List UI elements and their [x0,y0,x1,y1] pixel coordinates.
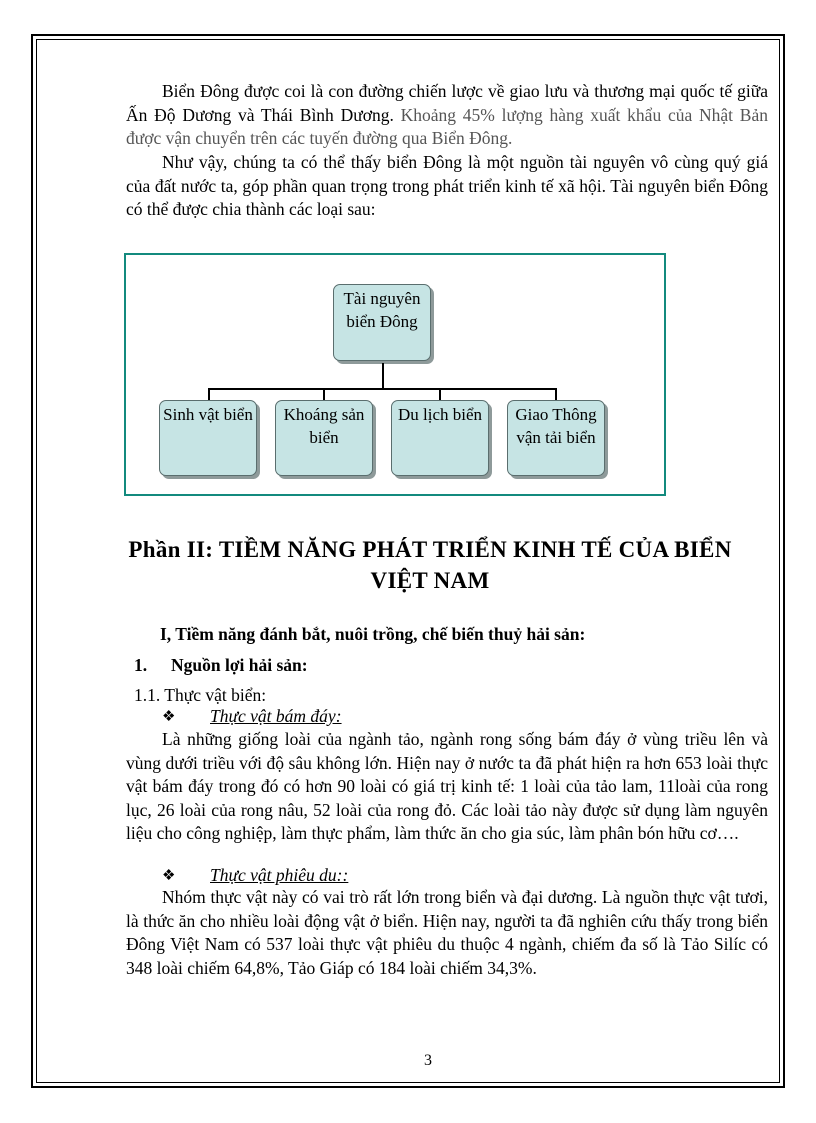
paragraph-1 [126,80,768,151]
connector-drop-4 [555,388,557,400]
bullet-1-paragraph [126,728,768,846]
bullet-2-title: Thực vật phiêu du:: [210,865,349,885]
connector-horizontal [208,388,556,390]
diagram-root-node: Tài nguyên biển Đông [333,284,431,361]
bullet-2-paragraph [126,886,768,980]
diamond-bullet-icon: ❖ [162,709,176,725]
paragraph-1-text: Biển Đông được coi là con đường chiến lược về giao lưu và thương mại quốc tế giữa Ấn Độ Dương và Thái Bình Dương. [126,81,768,125]
subsection-heading: I, Tiềm năng đánh bắt, nuôi trồng, chế biến thuỷ hải sản: [160,624,586,644]
diagram-node-giao-thong-van-tai-bien: Giao Thông vận tải biển [507,400,605,476]
diagram-node-sinh-vat-bien: Sinh vật biển [159,400,257,476]
section-title: Phần II: TIỀM NĂNG PHÁT TRIỂN KINH TẾ CỦA BIỂN VIỆT NAM [128,537,732,593]
list-number-1: 1. [134,655,148,675]
diamond-bullet-icon: ❖ [162,868,176,884]
connector-drop-1 [208,388,210,400]
connector-drop-3 [439,388,441,400]
paragraph-2-text: Như vậy, chúng ta có thể thấy biển Đông là một nguồn tài nguyên vô cùng quý giá của đất nước ta, góp phần quan trọng trong phát triển kinh tế xã hội. Tài nguyên biển Đông có thể được chia thành các loại sau: [126,152,768,219]
list-item-1-title: Nguồn lợi hải sản: [171,655,308,675]
paragraph-2 [126,151,768,222]
connector-drop-2 [323,388,325,400]
sub-item-1-1: 1.1. Thực vật biển: [134,685,267,705]
connector-vertical-root [382,363,384,389]
paragraph-1-gray-text: Khoảng 45% lượng hàng xuất khẩu của Nhật Bản được vận chuyển trên các tuyến đường qua Biển Đông. [126,104,768,148]
diagram-node-du-lich-bien: Du lịch biển [391,400,489,476]
bullet-2-text: Nhóm thực vật này có vai trò rất lớn trong biển và đại dương. Là nguồn thực vật tươi, là thức ăn cho nhiều loài động vật ở biển. Hiện nay, người ta đã nghiên cứu thấy trong biển Đông Việt Nam có 537 loài thực vật phiêu du thuộc 4 ngành, chiếm đa số là Tảo Silíc có 348 loài chiếm 64,8%, Tảo Giáp có 184 loài chiếm 34,3%. [126,887,768,978]
page-number: 3 [424,1052,432,1069]
diagram-node-khoang-san-bien: Khoáng sản biển [275,400,373,476]
bullet-1-text: Là những giống loài của ngành tảo, ngành rong sống bám đáy ở vùng triều lên và vùng dưới triều với độ sâu không lớn. Hiện nay ở nước ta đã phát hiện ra hơn 653 loài thực vật bám đáy trong đó có hơn 90 loài có giá trị kinh tế: 1 loài của tảo lam, 11loài của rong lục, 26 loài của rong nâu, 52 loài của rong đỏ. Các loài tảo này được sử dụng làm nguyên liệu cho công nghiệp, làm thực phẩm, làm thức ăn cho gia súc, làm phân bón hữu cơ…. [126,729,768,843]
bullet-1-title: Thực vật bám đáy: [210,706,342,726]
org-chart-diagram [124,253,666,496]
